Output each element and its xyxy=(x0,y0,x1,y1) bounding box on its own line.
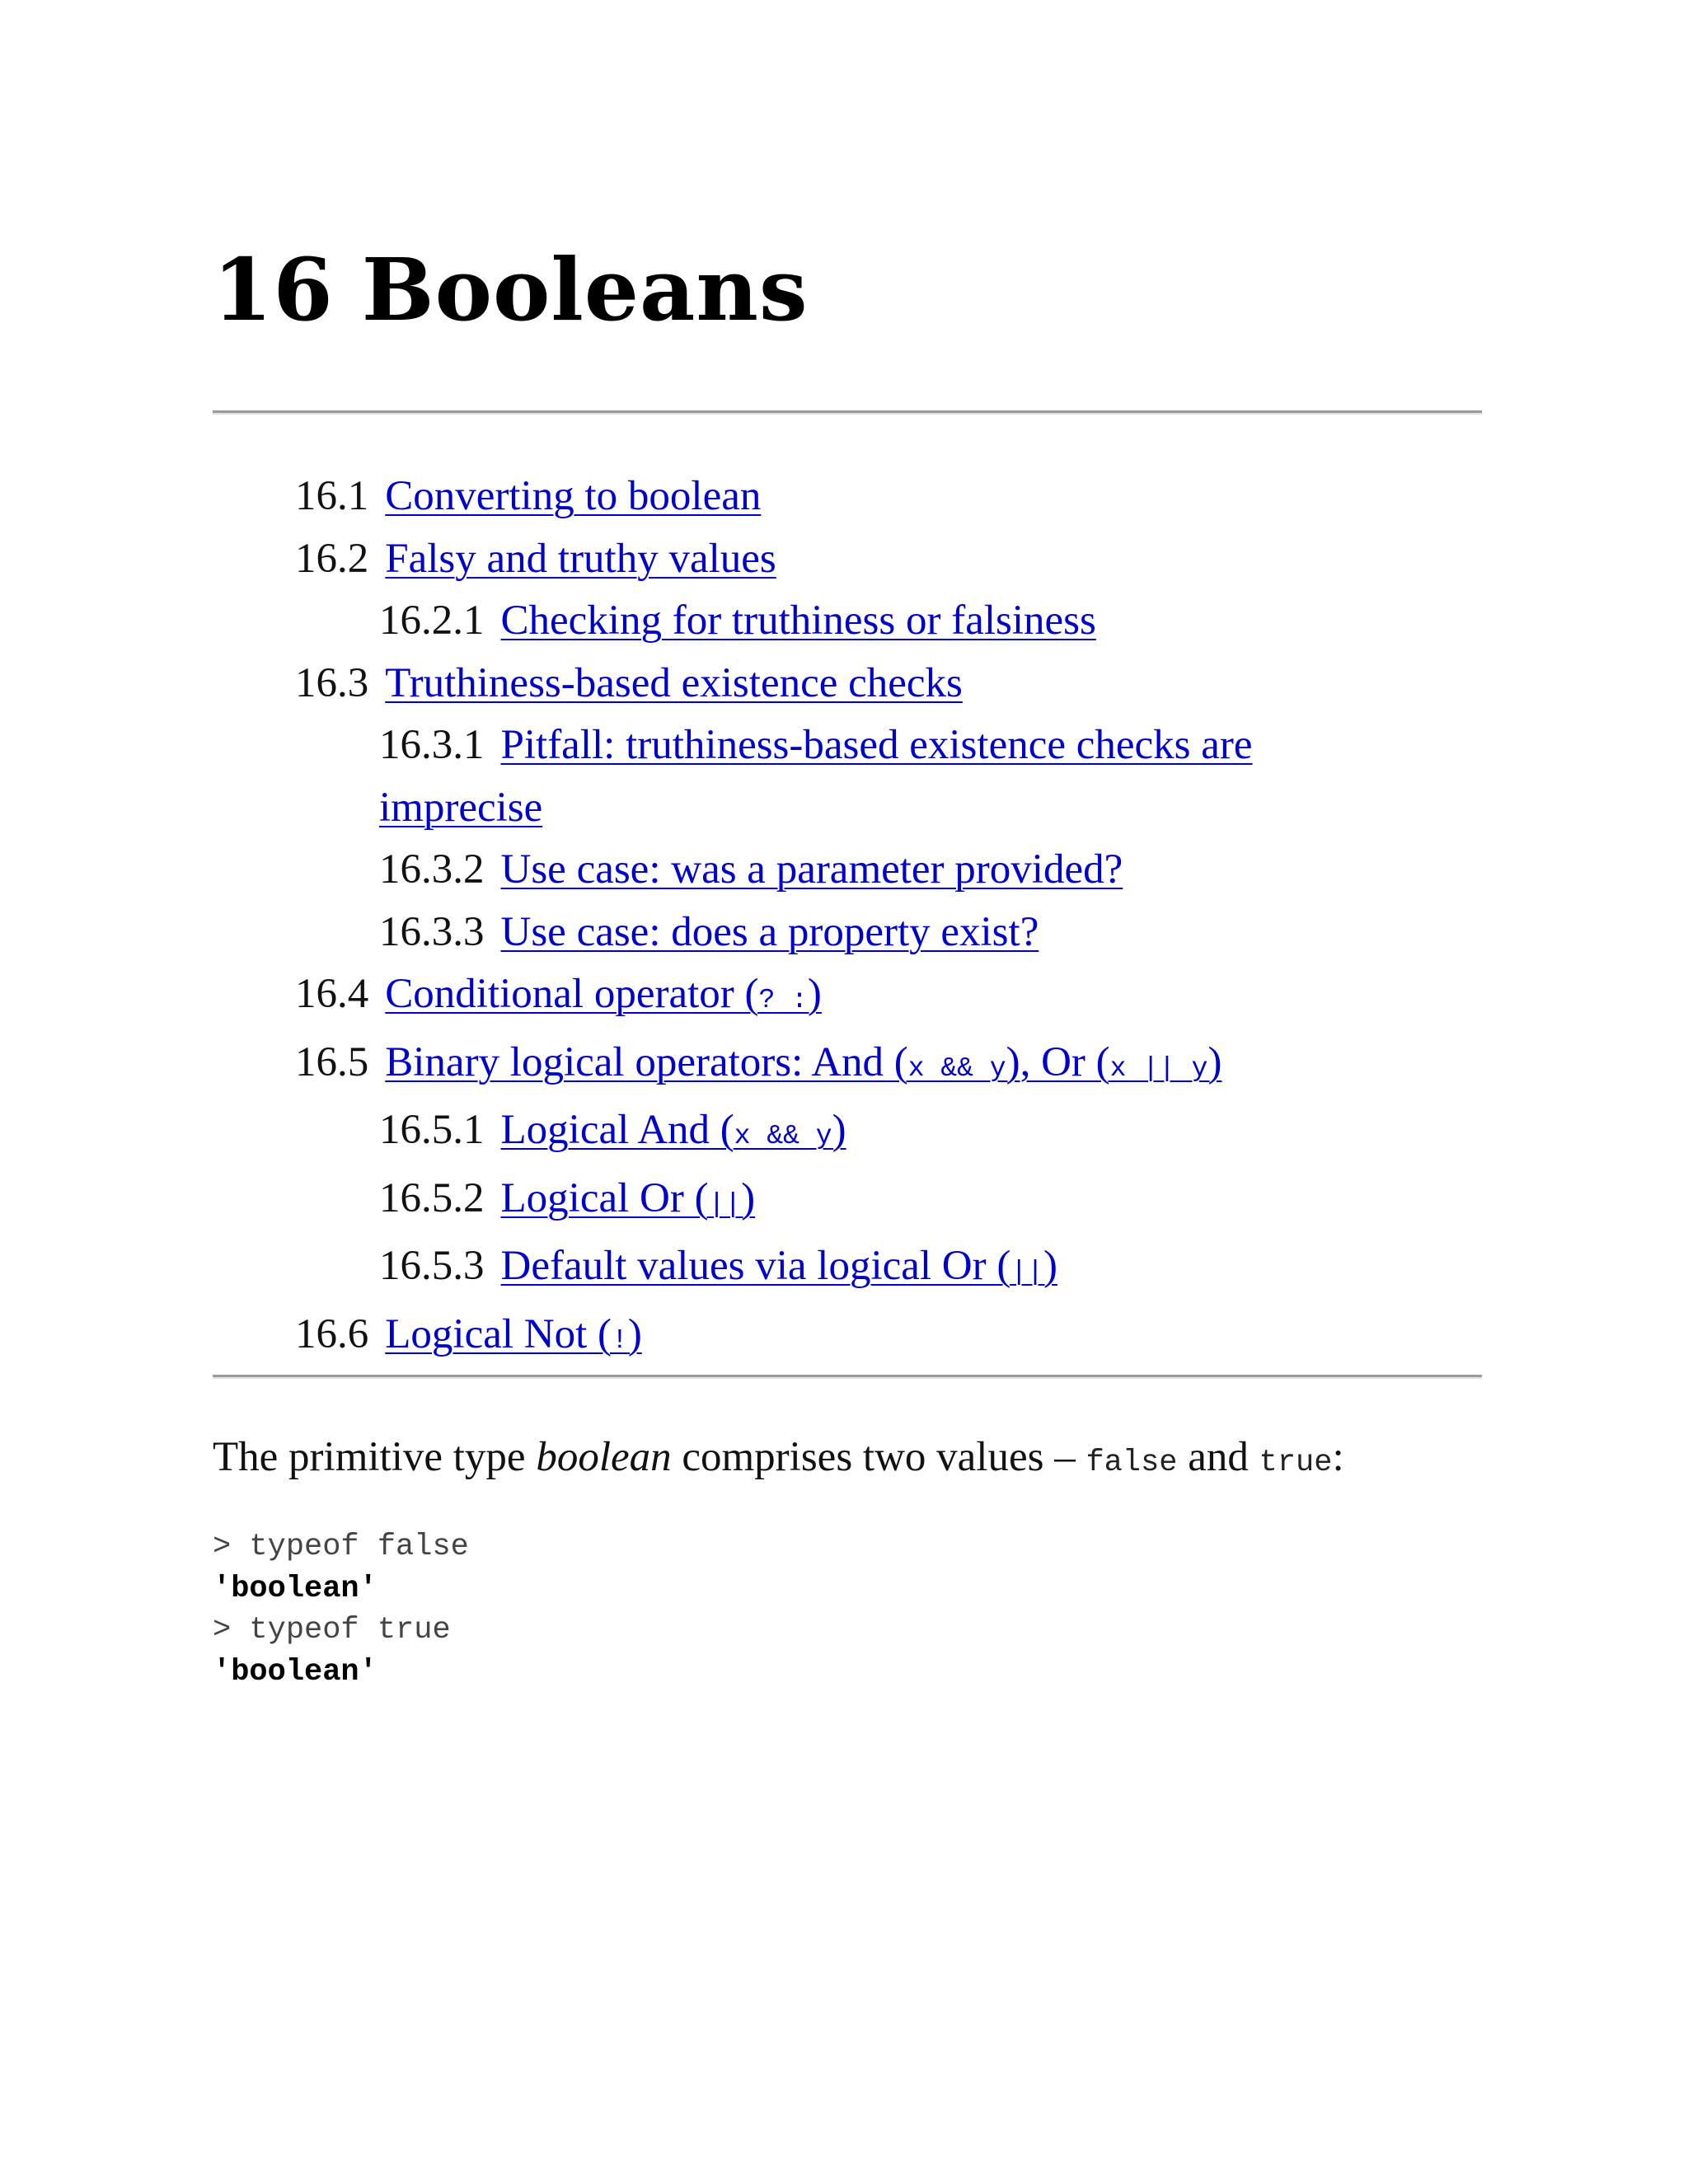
chapter-title xyxy=(213,239,809,340)
toc-item: 16.5.2 Logical Or (||) xyxy=(379,1174,756,1221)
chapter-number: 16 xyxy=(213,239,334,340)
toc-item: 16.5 Binary logical operators: And (x && y), Or (x || y) xyxy=(295,1038,1222,1085)
intro-paragraph: The primitive type boolean comprises two values – false and true: xyxy=(213,1434,1344,1480)
chapter-title-text: Booleans xyxy=(361,239,809,340)
toc-link[interactable]: Falsy and truthy values xyxy=(385,535,776,582)
toc-item: 16.6 Logical Not (!) xyxy=(295,1310,642,1357)
toc-link[interactable]: Use case: does a property exist? xyxy=(500,908,1039,955)
repl-output-line: 'boolean' xyxy=(213,1571,377,1606)
toc-link[interactable]: Use case: was a parameter provided? xyxy=(500,846,1123,893)
toc-link[interactable]: Logical Or (||) xyxy=(500,1174,756,1221)
toc-item: 16.4 Conditional operator (? :) xyxy=(295,971,822,1017)
toc-item: 16.1 Converting to boolean xyxy=(295,473,762,519)
repl-input-line: > typeof false xyxy=(213,1530,469,1564)
toc-link[interactable]: Conditional operator (? :) xyxy=(385,971,822,1017)
toc-link[interactable]: Binary logical operators: And (x && y), Or (x || y) xyxy=(385,1038,1222,1085)
bottom-divider xyxy=(213,1375,1482,1379)
toc-link[interactable]: Checking for truthiness or falsiness xyxy=(500,598,1096,644)
toc-item: 16.3 Truthiness-based existence checks xyxy=(295,659,963,706)
toc-item: 16.2 Falsy and truthy values xyxy=(295,535,776,582)
toc-link[interactable]: Truthiness-based existence checks xyxy=(385,659,963,706)
toc-item: 16.3.3 Use case: does a property exist? xyxy=(379,908,1039,955)
toc-item: 16.5.1 Logical And (x && y) xyxy=(379,1107,846,1153)
toc-item: 16.2.1 Checking for truthiness or falsiness xyxy=(379,598,1096,644)
toc-link[interactable]: Converting to boolean xyxy=(385,473,762,519)
toc-item: 16.3.2 Use case: was a parameter provided? xyxy=(379,846,1123,893)
repl-output-line: 'boolean' xyxy=(213,1654,377,1690)
toc-link[interactable]: Logical Not (!) xyxy=(385,1310,642,1357)
top-divider xyxy=(213,410,1482,415)
toc-item: 16.3.1 Pitfall: truthiness-based existence checks are imprecise xyxy=(379,722,1253,831)
toc-item: 16.5.3 Default values via logical Or (||) xyxy=(379,1243,1057,1289)
toc-link[interactable]: Default values via logical Or (||) xyxy=(500,1243,1057,1289)
repl-input-line: > typeof true xyxy=(213,1613,451,1647)
repl-code-block xyxy=(213,1526,469,1693)
toc-link[interactable]: Pitfall: truthiness-based existence checks are imprecise xyxy=(379,722,1253,831)
table-of-contents xyxy=(295,466,1482,1371)
toc-link[interactable]: Logical And (x && y) xyxy=(500,1107,846,1153)
